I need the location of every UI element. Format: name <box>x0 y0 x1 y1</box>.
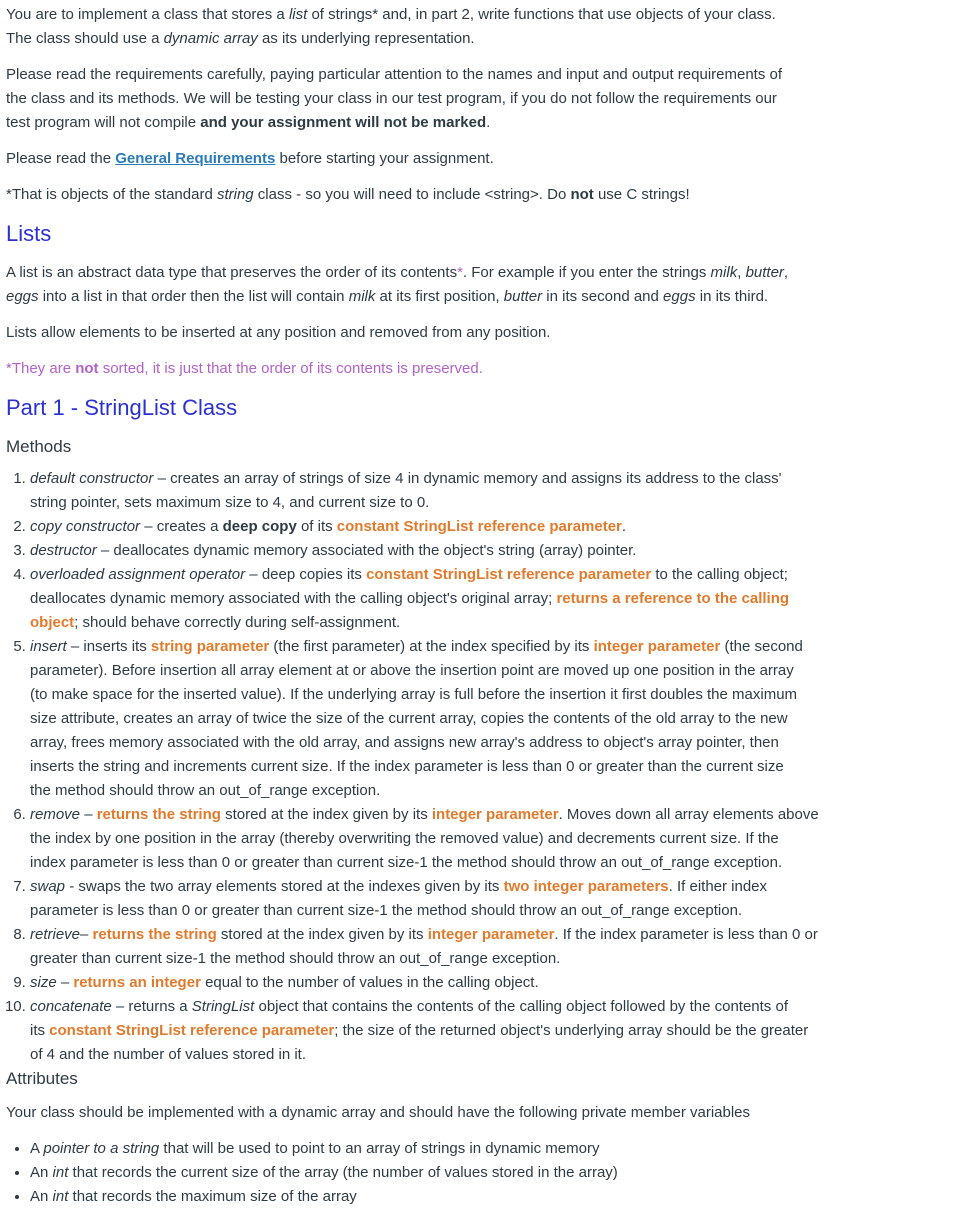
methods-list <box>6 467 961 1067</box>
attribute-item: • An int that records the maximum size of the array <box>30 1185 961 1209</box>
general-requirements-paragraph: Please read the General Requirements before starting your assignment. <box>6 150 494 167</box>
method-item: 1. default constructor – creates an array of strings of size 4 in dynamic memory and assigns its address to the class' string pointer, sets maximum size to 4, and current size to 0. <box>30 467 961 515</box>
method-item: 2. copy constructor – creates a deep copy of its constant StringList reference parameter. <box>30 515 961 539</box>
attributes-intro: Your class should be implemented with a dynamic array and should have the following private member variables <box>6 1104 751 1121</box>
method-item: 3. destructor – deallocates dynamic memory associated with the object's string (array) pointer. <box>30 539 961 563</box>
lists-heading: Lists <box>6 221 52 246</box>
lists-sorted-note: *They are not sorted, it is just that the order of its contents is preserved. <box>6 360 483 377</box>
attribute-item: • A pointer to a string that will be used to point to an array of strings in dynamic memory <box>30 1137 961 1161</box>
requirements-paragraph: Please read the requirements carefully, paying particular attention to the names and input and output requirements of the class and its methods. We will be testing your class in our test program, if you do not follow the requirements our test program will not compile and your assignment will not be marked. <box>6 66 783 131</box>
attributes-heading: Attributes <box>6 1069 78 1088</box>
method-item: 9. size – returns an integer equal to the number of values in the calling object. <box>30 971 961 995</box>
attribute-item: • An int that records the current size of the array (the number of values stored in the array) <box>30 1161 961 1185</box>
part1-heading: Part 1 - StringList Class <box>6 395 238 420</box>
attributes-list <box>6 1137 961 1209</box>
lists-insert-remove: Lists allow elements to be inserted at any position and removed from any position. <box>6 324 551 341</box>
intro-paragraph: You are to implement a class that stores a list of strings* and, in part 2, write functions that use objects of your class. The class should use a dynamic array as its underlying representation. <box>6 6 776 47</box>
method-item: 6. remove – returns the string stored at the index given by its integer parameter. Moves down all array elements above the index by one position in the array (thereby overwriting the removed value) and decrements current size. If the index parameter is less than 0 or greater than current size-1 the method should throw an out_of_range exception. <box>30 803 961 875</box>
method-item: 7. swap - swaps the two array elements stored at the indexes given by its two integer parameters. If either index parameter is less than 0 or greater than current size-1 the method should throw an out_of_range exception. <box>30 875 961 923</box>
method-item: 8. retrieve– returns the string stored at the index given by its integer parameter. If the index parameter is less than 0 or greater than current size-1 the method should throw an out_of_range exception. <box>30 923 961 971</box>
methods-heading: Methods <box>6 437 72 456</box>
general-requirements-link[interactable]: General Requirements <box>115 150 276 167</box>
method-item: 5. insert – inserts its string parameter (the first parameter) at the index specified by its integer parameter (the second parameter). Before insertion all array element at or above the insertion point are moved up one position in the array (to make space for the inserted value). If the underlying array is full before the insertion it first doubles the maximum size attribute, creates an array of twice the size of the current array, copies the contents of the old array to the new array, frees memory associated with the old array, and assigns new array's address to object's array pointer, then inserts the string and increments current size. If the index parameter is less than 0 or greater than the current size the method should throw an out_of_range exception. <box>30 635 961 803</box>
string-footnote: *That is objects of the standard string class - so you will need to include <string>. Do not use C strings! <box>6 186 690 203</box>
method-item: 10. concatenate – returns a StringList object that contains the contents of the calling object followed by the contents of its constant StringList reference parameter; the size of the returned object's underlying array should be the greater of 4 and the number of values stored in it. <box>30 995 961 1067</box>
method-item: 4. overloaded assignment operator – deep copies its constant StringList reference parameter to the calling object; deallocates dynamic memory associated with the calling object's original array; returns a reference to the calling object; should behave correctly during self-assignment. <box>30 563 961 635</box>
lists-description: A list is an abstract data type that preserves the order of its contents*. For example if you enter the strings milk, butter, eggs into a list in that order then the list will contain milk at its first position, butter in its second and eggs in its third. <box>6 264 789 305</box>
